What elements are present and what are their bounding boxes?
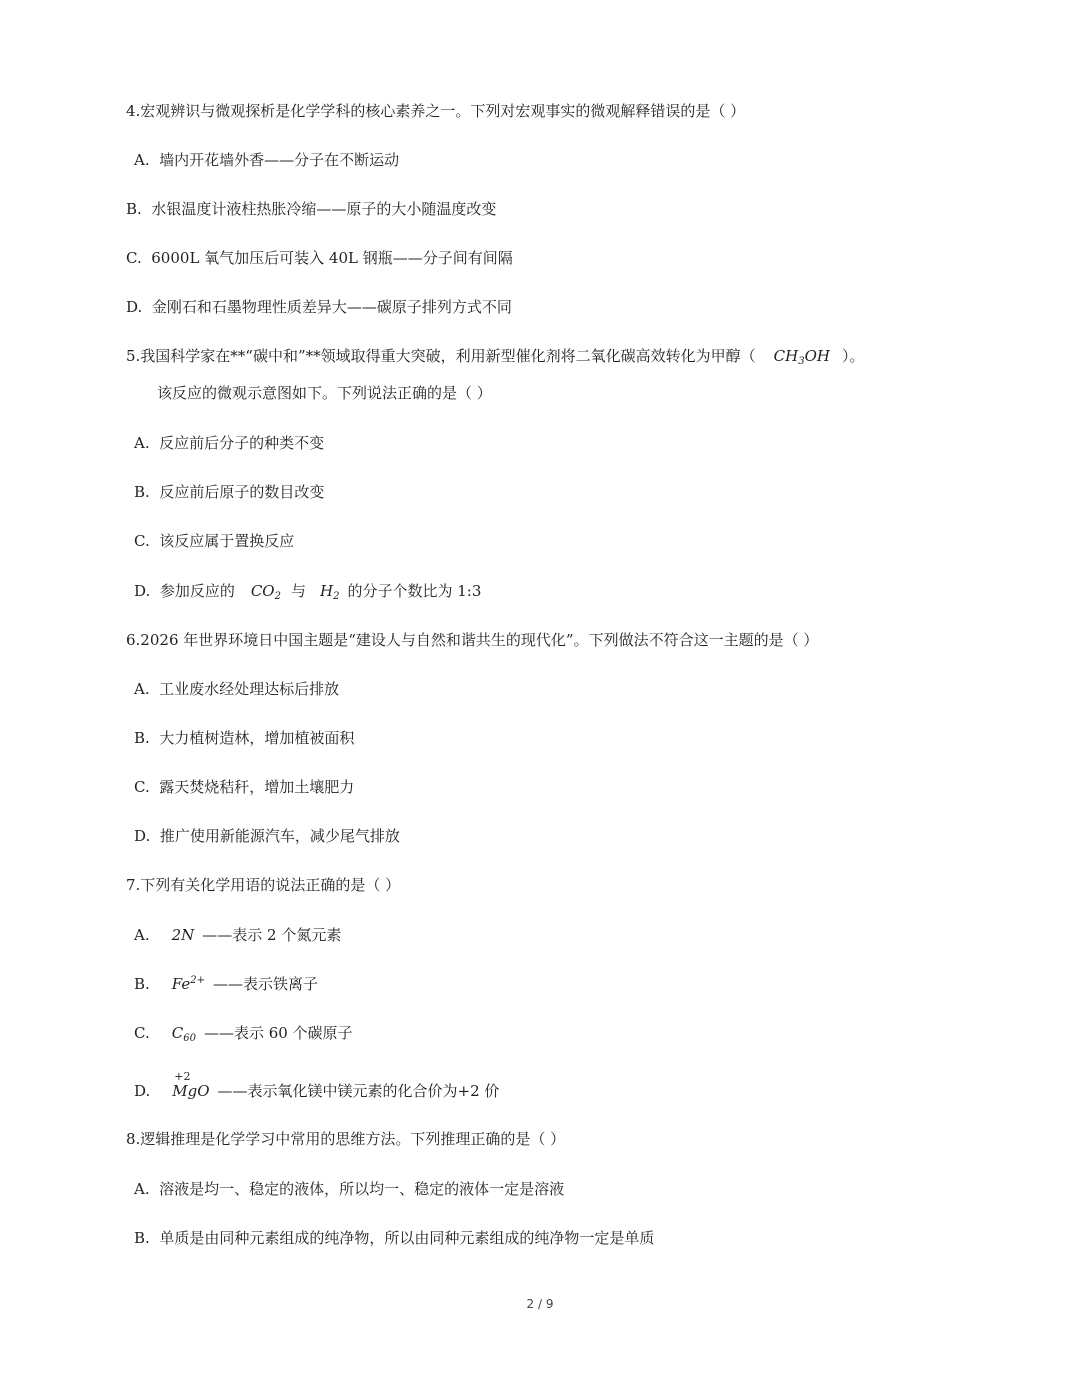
option-text: ——表示铁离子 xyxy=(213,975,319,993)
option-letter: C. xyxy=(134,778,150,796)
option-letter: A. xyxy=(134,434,150,452)
option-text: 大力植树造林，增加植被面积 xyxy=(159,729,355,747)
option-letter: C. xyxy=(134,532,150,550)
q7-option-c xyxy=(134,1022,353,1044)
option-text: 水银温度计液柱热胀冷缩——原子的大小随温度改变 xyxy=(151,200,497,218)
option-text: 该反应属于置换反应 xyxy=(159,532,295,550)
question-4-stem: 4.宏观辨识与微观探析是化学学科的核心素养之一。下列对宏观事实的微观解释错误的是（ ） xyxy=(126,102,746,120)
option-letter: A. xyxy=(134,926,150,944)
page-number: 2 / 9 xyxy=(526,1297,554,1311)
option-letter: B. xyxy=(126,200,142,218)
q4-option-d xyxy=(126,296,512,318)
option-text: 露天焚烧秸秆，增加土壤肥力 xyxy=(159,778,355,796)
option-text: ——表示氧化镁中镁元素的化合价为+2 价 xyxy=(217,1082,500,1100)
option-text: 溶液是均一、稳定的液体，所以均一、稳定的液体一定是溶液 xyxy=(159,1180,565,1198)
formula: +2 MgO xyxy=(172,1080,209,1102)
formula: $C_{60}$ xyxy=(171,1024,196,1044)
q6-option-b xyxy=(134,727,354,749)
option-letter: D. xyxy=(134,582,151,600)
q7-option-b xyxy=(134,973,318,995)
formula: 2N xyxy=(171,926,195,944)
q7-option-d xyxy=(134,1070,500,1102)
q6-option-a xyxy=(134,678,339,700)
option-letter: B. xyxy=(134,483,150,501)
option-letter: B. xyxy=(134,729,150,747)
option-text: 金刚石和石墨物理性质差异大——碳原子排列方式不同 xyxy=(151,298,512,316)
option-text: ——表示 2 个氮元素 xyxy=(202,926,342,944)
option-text: 反应前后分子的种类不变 xyxy=(159,434,325,452)
option-letter: A. xyxy=(134,151,150,169)
option-letter: C. xyxy=(126,249,142,267)
option-text: 6000L 氧气加压后可装入 40L 钢瓶——分子间有间隔 xyxy=(151,249,513,267)
option-letter: D. xyxy=(134,1082,151,1100)
q5-stem-text: 5.我国科学家在**“碳中和”**领域取得重大突破，利用新型催化剂将二氧化碳高效转化为甲醇（ xyxy=(126,347,756,365)
option-letter: B. xyxy=(134,1229,150,1247)
q5-stem-close: ）。 xyxy=(841,347,865,365)
q4-option-a xyxy=(134,149,399,171)
option-letter: B. xyxy=(134,975,150,993)
option-letter: C. xyxy=(134,1024,150,1042)
option-letter: A. xyxy=(134,680,150,698)
option-letter: D. xyxy=(134,827,151,845)
q5-option-b xyxy=(134,481,324,503)
q4-option-b xyxy=(126,198,496,220)
option-text: 单质是由同种元素组成的纯净物，所以由同种元素组成的纯净物一定是单质 xyxy=(159,1229,655,1247)
q8-option-b xyxy=(134,1227,654,1249)
methanol-formula: $CH_3OH$ xyxy=(773,347,830,367)
q5-option-a xyxy=(134,432,324,454)
valence-mark: +2 xyxy=(174,1070,191,1083)
question-6-stem: 6.2026 年世界环境日中国主题是“建设人与自然和谐共生的现代化”。下列做法不符合这一主题的是（ ） xyxy=(126,631,819,649)
q6-option-c xyxy=(134,776,354,798)
option-text: 推广使用新能源汽车，减少尾气排放 xyxy=(159,827,400,845)
option-letter: D. xyxy=(126,298,143,316)
option-text: ——表示 60 个碳原子 xyxy=(203,1024,353,1042)
question-5-stem xyxy=(126,345,865,367)
question-8-stem: 8.逻辑推理是化学学习中常用的思维方法。下列推理正确的是（ ） xyxy=(126,1130,566,1148)
option-text: 墙内开花墙外香——分子在不断运动 xyxy=(159,151,400,169)
co2-formula: $CO_2$ xyxy=(250,582,281,602)
question-5-stem-line2: 该反应的微观示意图如下。下列说法正确的是（ ） xyxy=(157,384,492,402)
q5-option-c xyxy=(134,530,294,552)
q4-option-c xyxy=(126,247,513,269)
q7-option-a xyxy=(134,924,341,946)
option-text: 反应前后原子的数目改变 xyxy=(159,483,325,501)
question-7-stem: 7.下列有关化学用语的说法正确的是（ ） xyxy=(126,876,401,894)
q5-option-d: D. 参加反应的 $CO_2$ 与 $H_2$ 的分子个数比为 1:3 xyxy=(134,582,482,602)
q8-option-a xyxy=(134,1178,564,1200)
option-text: 工业废水经处理达标后排放 xyxy=(159,680,340,698)
h2-formula: $H_2$ xyxy=(320,582,340,602)
option-letter: A. xyxy=(134,1180,150,1198)
formula: $Fe^{2+}$ xyxy=(171,975,206,993)
q6-option-d xyxy=(134,825,400,847)
